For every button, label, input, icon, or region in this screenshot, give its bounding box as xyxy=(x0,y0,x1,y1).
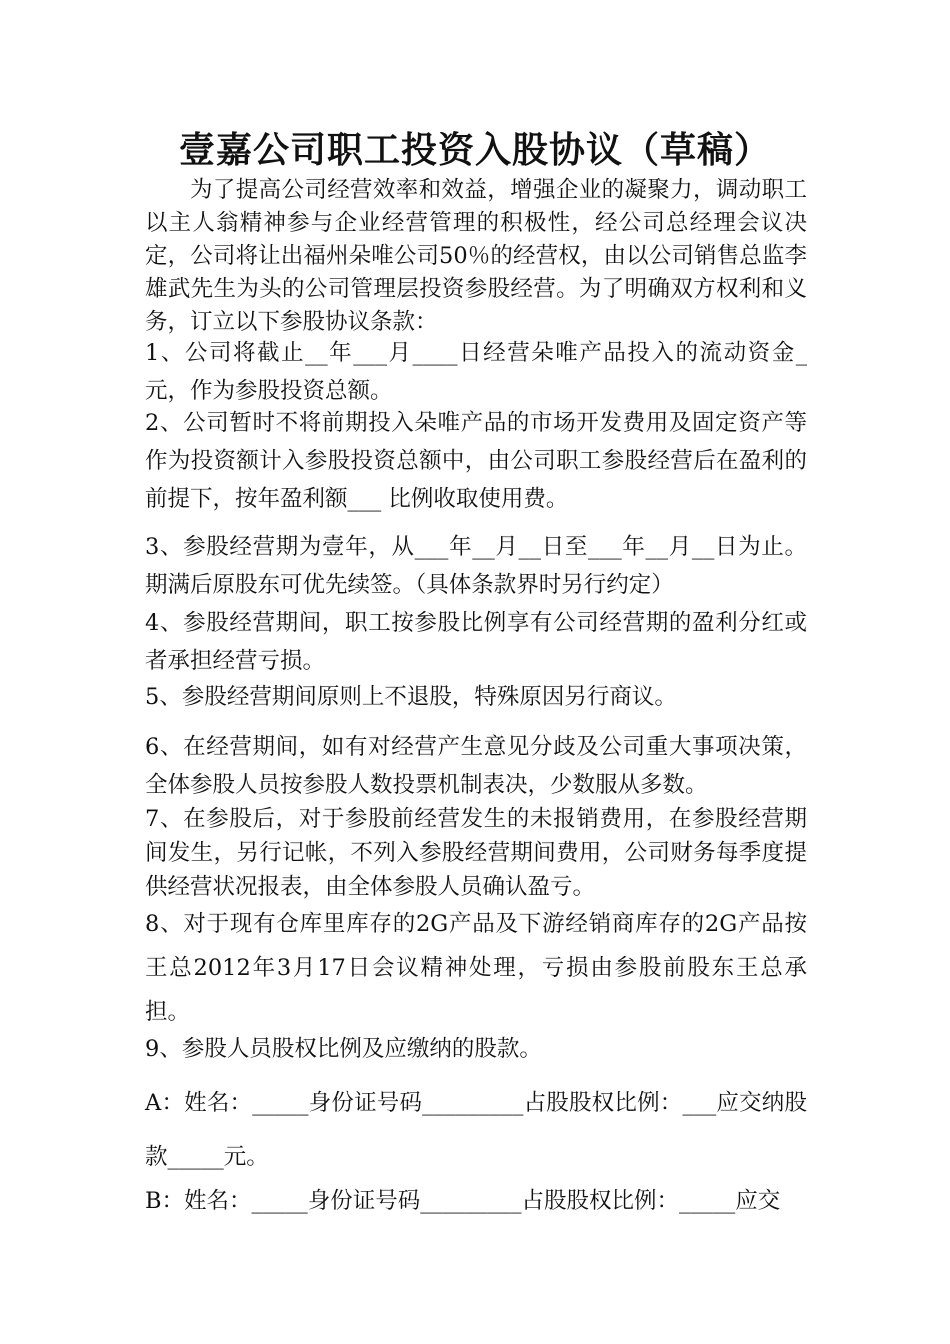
document-title: 壹嘉公司职工投资入股协议（草稿） xyxy=(178,129,771,171)
shareholder-a-line: A：姓名：_____身份证号码_________占股股权比例：___应交纳股款_____元。 xyxy=(145,1090,807,1170)
clause-2: 2、公司暂时不将前期投入朵唯产品的市场开发费用及固定资产等作为投资额计入参股投资总额中，由公司职工参股经营后在盈利的前提下，按年盈利额___ 比例收取使用费。 xyxy=(145,410,807,512)
clause-1: 1、公司将截止__年___月____日经营朵唯产品投入的流动资金_元，作为参股投资总额。 xyxy=(145,340,807,404)
paragraph-intro: 为了提高公司经营效率和效益，增强企业的凝聚力，调动职工以主人翁精神参与企业经营管理的积极性，经公司总经理会议决定，公司将让出福州朵唯公司50％的经营权，由以公司销售总监李雄武先生为头的公司管理层投资参股经营。为了明确双方权利和义务，订立以下参股协议条款： xyxy=(145,177,807,335)
clause-7: 7、在参股后，对于参股前经营发生的未报销费用，在参股经营期间发生，另行记帐，不列入参股经营期间费用，公司财务每季度提供经营状况报表，由全体参股人员确认盈亏。 xyxy=(145,806,807,900)
clause-9: 9、参股人员股权比例及应缴纳的股款。 xyxy=(145,1036,542,1062)
clause-4: 4、参股经营期间，职工按参股比例享有公司经营期的盈利分红或者承担经营亏损。 xyxy=(145,610,807,674)
clause-6: 6、在经营期间，如有对经营产生意见分歧及公司重大事项决策，全体参股人员按参股人数投票机制表决，少数服从多数。 xyxy=(145,734,807,798)
clause-3: 3、参股经营期为壹年，从___年__月__日至___年__月__日为止。期满后原股东可优先续签。（具体条款界时另行约定） xyxy=(145,534,807,598)
shareholder-b-line: B：姓名：_____身份证号码_________占股股权比例：_____应交 xyxy=(145,1188,781,1214)
clause-8: 8、对于现有仓库里库存的2G产品及下游经销商库存的2G产品按王总2012年3月17日会议精神处理，亏损由参股前股东王总承担。 xyxy=(145,911,807,1025)
clause-5: 5、参股经营期间原则上不退股，特殊原因另行商议。 xyxy=(145,684,677,710)
